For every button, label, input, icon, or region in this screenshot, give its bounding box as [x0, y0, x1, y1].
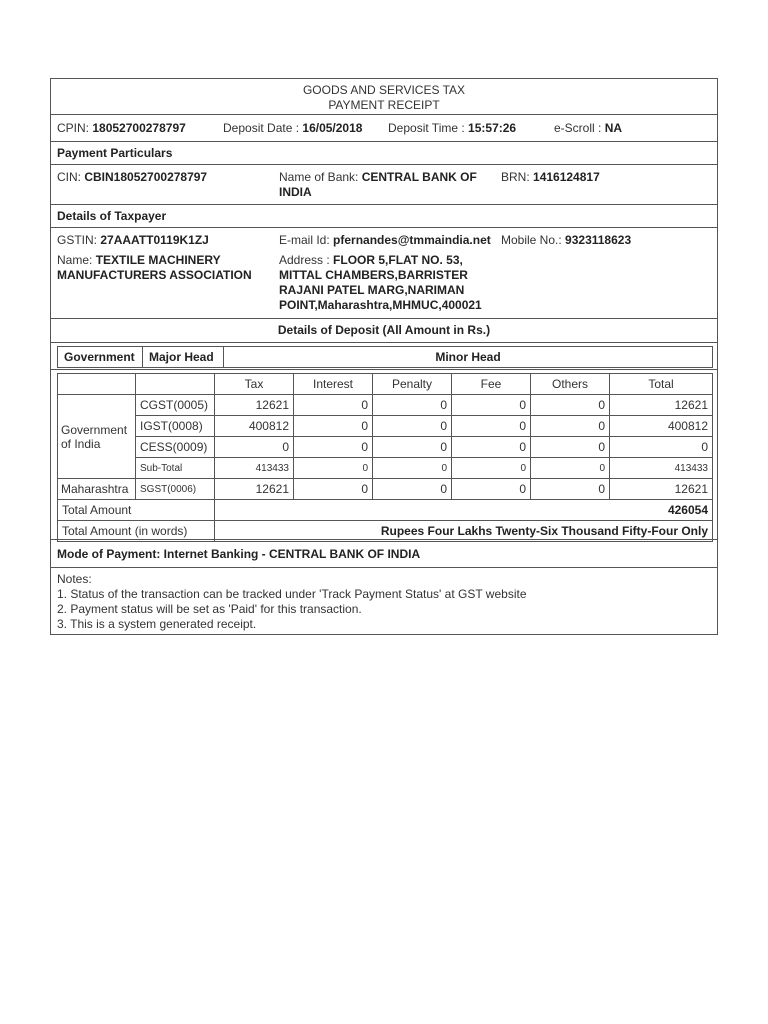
value-cell: 12621 — [215, 479, 294, 500]
value-cell: 0 — [531, 395, 610, 416]
government-of-india-cell: Government of India — [58, 395, 136, 479]
value-cell: 0 — [294, 395, 373, 416]
deposit-head-row — [51, 342, 717, 369]
total-amount-row — [58, 500, 713, 521]
deposit-date-label: Deposit Date : — [223, 121, 300, 135]
taxpayer-name-line-1: TEXTILE MACHINERY — [95, 253, 221, 267]
taxpayer-name-field — [57, 253, 272, 283]
deposit-grid — [51, 369, 717, 540]
cpin-value: 18052700278797 — [92, 121, 186, 135]
table-row — [58, 395, 713, 416]
head-table — [57, 346, 713, 368]
note-item: 3. This is a system generated receipt. — [57, 617, 257, 631]
value-cell: 0 — [531, 458, 610, 479]
brn-label: BRN: — [501, 170, 530, 184]
column-header: Fee — [452, 374, 531, 395]
note-item: 1. Status of the transaction can be tracked under 'Track Payment Status' at GST website — [57, 587, 527, 601]
gstin-field — [57, 233, 209, 248]
cin-field — [57, 170, 207, 185]
value-cell: 0 — [531, 416, 610, 437]
value-cell: 12621 — [610, 479, 713, 500]
total-words-label: Total Amount (in words) — [58, 521, 215, 542]
taxpayer-name-label: Name: — [57, 253, 93, 267]
column-header: Penalty — [373, 374, 452, 395]
value-cell: 0 — [610, 437, 713, 458]
table-row — [58, 479, 713, 500]
table-row — [58, 416, 713, 437]
value-cell: 0 — [452, 437, 531, 458]
value-cell: 0 — [294, 458, 373, 479]
deposit-date-field — [223, 115, 362, 141]
bank-field — [279, 170, 489, 200]
title-line-2: PAYMENT RECEIPT — [328, 98, 440, 112]
address-field — [279, 253, 509, 313]
cin-label: CIN: — [57, 170, 81, 184]
taxpayer-heading: Details of Taxpayer — [57, 209, 167, 223]
receipt-title — [51, 79, 717, 115]
value-cell: 12621 — [610, 395, 713, 416]
value-cell: 0 — [294, 479, 373, 500]
mobile-value: 9323118623 — [565, 233, 632, 247]
column-header: Tax — [215, 374, 294, 395]
major-head-cell: IGST(0008) — [136, 416, 215, 437]
total-words-row — [58, 521, 713, 542]
receipt-info-row — [51, 115, 717, 141]
deposit-table — [57, 373, 713, 542]
mobile-label: Mobile No.: — [501, 233, 562, 247]
gstin-label: GSTIN: — [57, 233, 98, 247]
email-label: E-mail Id: — [279, 233, 330, 247]
total-words-value: Rupees Four Lakhs Twenty-Six Thousand Fifty-Four Only — [215, 521, 713, 542]
total-amount-value: 426054 — [215, 500, 713, 521]
deposit-date-value: 16/05/2018 — [302, 121, 363, 135]
address-line-4: POINT,Maharashtra,MHMUC,400021 — [279, 298, 482, 312]
head-major: Major Head — [143, 347, 224, 368]
blank-cell — [136, 374, 215, 395]
column-header: Others — [531, 374, 610, 395]
value-cell: 0 — [452, 416, 531, 437]
cpin-label: CPIN: — [57, 121, 90, 135]
note-item: 2. Payment status will be set as 'Paid' for this transaction. — [57, 602, 362, 616]
payment-receipt — [50, 78, 718, 635]
major-head-cell: CESS(0009) — [136, 437, 215, 458]
major-head-cell: Sub-Total — [136, 458, 215, 479]
table-row-subtotal — [58, 458, 713, 479]
cin-value: CBIN18052700278797 — [84, 170, 208, 184]
email-field — [279, 233, 491, 248]
value-cell: 0 — [373, 395, 452, 416]
brn-field — [501, 170, 600, 185]
deposit-time-value: 15:57:26 — [468, 121, 517, 135]
value-cell: 0 — [531, 437, 610, 458]
head-minor: Minor Head — [224, 347, 713, 368]
cpin-field — [57, 115, 186, 141]
deposit-time-label: Deposit Time : — [388, 121, 465, 135]
deposit-time-field — [388, 115, 516, 141]
blank-cell — [58, 374, 136, 395]
value-cell: 0 — [531, 479, 610, 500]
email-value: pfernandes@tmmaindia.net — [333, 233, 491, 247]
value-cell: 0 — [373, 458, 452, 479]
address-label: Address : — [279, 253, 330, 267]
bank-value-line-1: CENTRAL BANK OF — [361, 170, 477, 184]
gstin-value: 27AAATT0119K1ZJ — [100, 233, 209, 247]
bank-label: Name of Bank: — [279, 170, 359, 184]
notes-section — [51, 568, 717, 634]
bank-value-line-2: INDIA — [279, 185, 312, 199]
address-line-2: MITTAL CHAMBERS,BARRISTER — [279, 268, 468, 282]
value-cell: 0 — [452, 458, 531, 479]
value-cell: 0 — [373, 416, 452, 437]
value-cell: 0 — [373, 479, 452, 500]
value-cell: 0 — [215, 437, 294, 458]
major-head-cell: CGST(0005) — [136, 395, 215, 416]
value-cell: 0 — [452, 479, 531, 500]
column-header: Total — [610, 374, 713, 395]
taxpayer-details — [51, 227, 717, 319]
column-header: Interest — [294, 374, 373, 395]
value-cell: 12621 — [215, 395, 294, 416]
value-cell: 0 — [373, 437, 452, 458]
escroll-field — [554, 115, 622, 141]
address-line-1: FLOOR 5,FLAT NO. 53, — [333, 253, 463, 267]
total-amount-label: Total Amount — [58, 500, 215, 521]
escroll-value: NA — [604, 121, 623, 135]
table-header-row — [58, 374, 713, 395]
value-cell: 400812 — [215, 416, 294, 437]
value-cell: 413433 — [215, 458, 294, 479]
maharashtra-cell: Maharashtra — [58, 479, 136, 500]
mobile-field — [501, 233, 631, 248]
deposit-heading: Details of Deposit (All Amount in Rs.) — [277, 323, 491, 337]
title-line-1: GOODS AND SERVICES TAX — [302, 83, 466, 97]
notes-heading: Notes: — [57, 572, 92, 586]
major-head-cell: SGST(0006) — [136, 479, 215, 500]
value-cell: 0 — [452, 395, 531, 416]
address-line-3: RAJANI PATEL MARG,NARIMAN — [279, 283, 465, 297]
value-cell: 413433 — [610, 458, 713, 479]
taxpayer-name-line-2: MANUFACTURERS ASSOCIATION — [57, 268, 252, 282]
escroll-label: e-Scroll : — [554, 121, 602, 135]
payment-particulars-heading: Payment Particulars — [51, 141, 717, 164]
value-cell: 0 — [294, 437, 373, 458]
value-cell: 400812 — [610, 416, 713, 437]
table-row — [58, 437, 713, 458]
payment-particulars — [51, 164, 717, 205]
brn-value: 1416124817 — [533, 170, 600, 184]
mode-of-payment: Mode of Payment: Internet Banking - CENTRAL BANK OF INDIA — [51, 540, 717, 568]
value-cell: 0 — [294, 416, 373, 437]
head-government: Government — [58, 347, 143, 368]
